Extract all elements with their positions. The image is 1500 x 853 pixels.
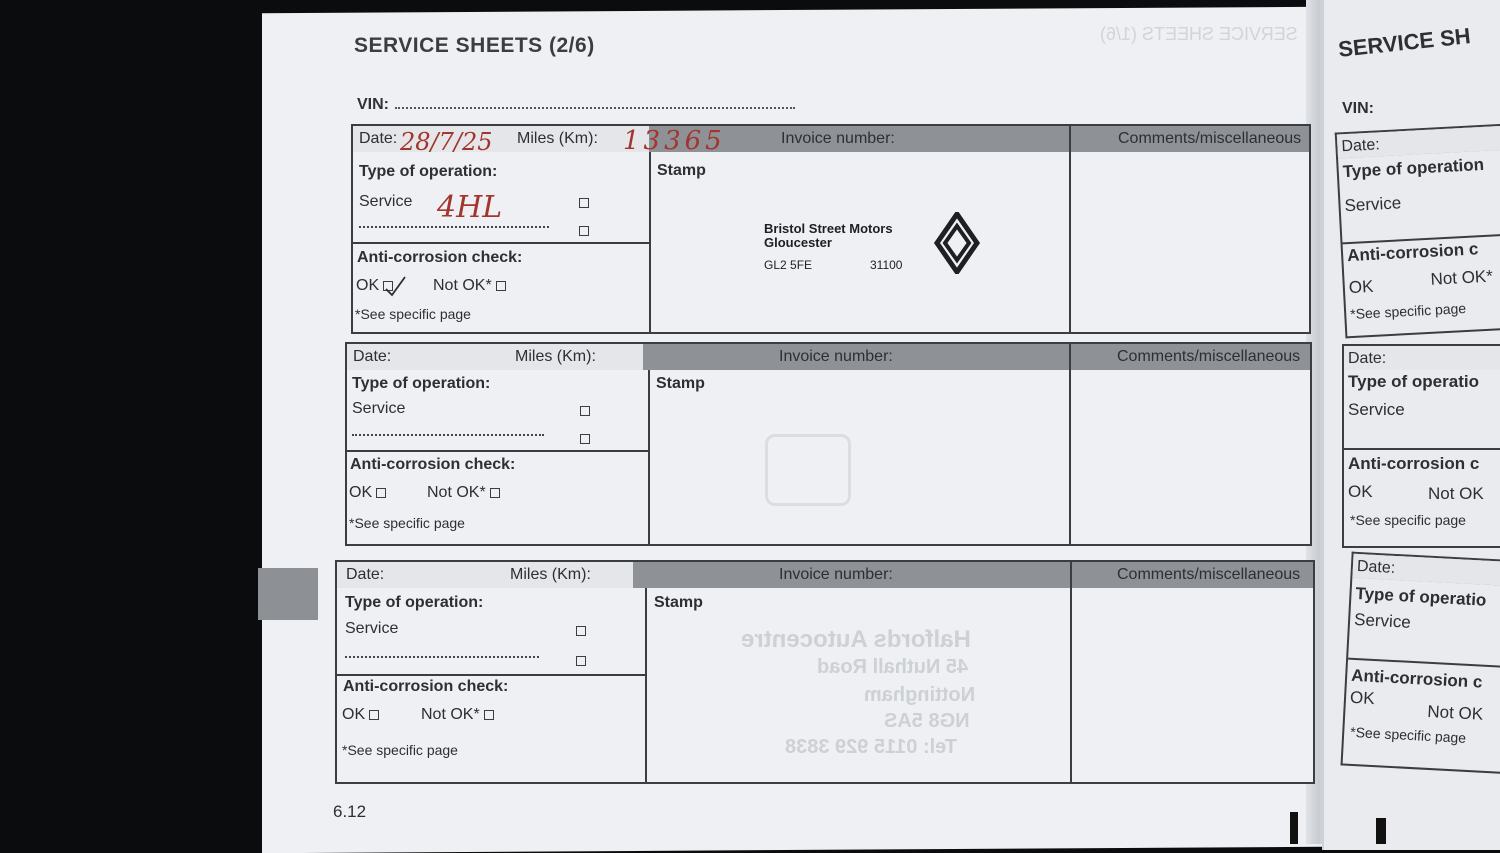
comments-label: Comments/miscellaneous: [1117, 566, 1301, 583]
date-label: Date:: [346, 566, 385, 583]
right-anti-label: Anti-corrosion c: [1346, 239, 1479, 266]
right-type-label: Type of operatio: [1348, 372, 1479, 391]
binding-shadow: [1376, 818, 1386, 844]
not-ok-label: Not OK*: [433, 277, 492, 294]
divider: [645, 588, 647, 782]
right-page-title: SERVICE SH: [1337, 23, 1472, 62]
vin-dotted-line: [395, 97, 795, 109]
miles-label: Miles (Km):: [517, 130, 598, 147]
stamp-label: Stamp: [654, 594, 703, 611]
comments-label: Comments/miscellaneous: [1118, 130, 1302, 147]
right-type-label: Type of operation: [1342, 154, 1485, 182]
miles-label: Miles (Km):: [510, 566, 591, 583]
show-through-stamp: 45 Nuthall Road: [817, 656, 969, 678]
right-ok-label: OK: [1348, 482, 1373, 501]
not-ok-option[interactable]: [427, 484, 500, 502]
right-entry-header: [1344, 346, 1500, 370]
other-operation-checkbox[interactable]: [580, 434, 590, 444]
right-ok-label: OK: [1348, 276, 1374, 298]
right-service-label: Service: [1353, 609, 1412, 632]
comments-label: Comments/miscellaneous: [1117, 348, 1301, 365]
divider: [1070, 562, 1072, 782]
right-vin-label: VIN:: [1342, 100, 1374, 117]
date-label: Date:: [353, 348, 392, 365]
right-see-note: *See specific page: [1350, 512, 1466, 528]
right-entry-1: [1335, 124, 1500, 339]
renault-logo-icon: [933, 212, 981, 274]
not-ok-checkbox[interactable]: [484, 710, 494, 720]
miles-label: Miles (Km):: [515, 348, 596, 365]
divider: [1344, 448, 1500, 450]
right-date-label: Date:: [1356, 557, 1396, 577]
service-entry-2: [345, 342, 1312, 546]
service-entry-1: [351, 124, 1311, 334]
show-through-stamp: [765, 434, 851, 506]
anti-corrosion-label: Anti-corrosion check:: [350, 456, 516, 473]
right-not-ok-label: Not OK: [1426, 701, 1484, 724]
date-miles-cell: [347, 344, 643, 370]
other-operation-line: [352, 432, 544, 436]
right-entry-3: [1341, 552, 1500, 775]
handwritten-service-note: 4HL: [437, 190, 503, 225]
ok-option[interactable]: [342, 706, 379, 724]
stamp-name-line1: Bristol Street Motors: [764, 221, 893, 236]
right-ok-label: OK: [1349, 687, 1376, 709]
right-see-note: *See specific page: [1349, 300, 1467, 323]
right-type-label: Type of operatio: [1355, 583, 1487, 610]
right-anti-label: Anti-corrosion c: [1350, 665, 1483, 692]
show-through-text: SERVICE SHEETS (1/6): [1100, 24, 1298, 44]
stamp-dealer-name: [764, 222, 893, 250]
ok-label: OK: [342, 706, 366, 723]
service-label: Service: [345, 620, 399, 637]
show-through-stamp: NG8 5AS: [884, 710, 970, 732]
handwritten-date: 28/7/25: [400, 128, 493, 156]
binding-shadow: [1290, 812, 1298, 844]
right-entry-header: [1352, 554, 1500, 587]
page-number: 6.12: [333, 802, 367, 821]
right-not-ok-label: Not OK: [1428, 484, 1484, 503]
page-title: SERVICE SHEETS (2/6): [354, 34, 595, 57]
show-through-stamp: Nottingham: [864, 684, 976, 706]
other-operation-checkbox[interactable]: [579, 226, 589, 236]
date-miles-cell: [353, 126, 649, 152]
vin-field: [357, 96, 795, 114]
divider: [353, 242, 651, 244]
ok-label: OK: [349, 484, 373, 501]
type-of-operation-label: Type of operation:: [359, 163, 498, 180]
stamp-dealer-code: 31100: [870, 258, 903, 272]
checkmark-icon: [383, 274, 409, 300]
ok-option[interactable]: [349, 484, 386, 502]
other-operation-line: [345, 654, 539, 658]
divider: [648, 370, 650, 544]
see-specific-page-note: *See specific page: [355, 306, 471, 322]
show-through-stamp: Tel: 0115 929 3838: [785, 736, 957, 758]
ok-label: OK: [356, 277, 380, 294]
not-ok-label: Not OK*: [427, 484, 486, 501]
right-date-label: Date:: [1348, 350, 1387, 367]
stamp-postcode: GL2 5FE: [764, 258, 813, 272]
see-specific-page-note: *See specific page: [349, 515, 465, 531]
service-checkbox[interactable]: [580, 406, 590, 416]
not-ok-option[interactable]: [421, 706, 494, 724]
entry-header: [337, 562, 1313, 588]
right-service-label: Service: [1344, 193, 1402, 216]
service-checkbox[interactable]: [579, 198, 589, 208]
not-ok-checkbox[interactable]: [496, 281, 506, 291]
handwritten-miles: 13365: [623, 126, 726, 156]
entry-header: [347, 344, 1310, 370]
invoice-label: Invoice number:: [779, 566, 893, 583]
right-service-label: Service: [1348, 400, 1405, 419]
right-entry-header: [1337, 126, 1500, 159]
entry-header: [353, 126, 1309, 152]
divider: [1069, 126, 1071, 332]
service-label: Service: [359, 193, 413, 210]
right-date-label: Date:: [1341, 136, 1381, 156]
service-label: Service: [352, 400, 406, 417]
divider: [1069, 344, 1071, 544]
invoice-label: Invoice number:: [779, 348, 893, 365]
divider: [337, 674, 647, 676]
not-ok-checkbox[interactable]: [490, 488, 500, 498]
show-through-stamp: Halfords Autocentre: [741, 626, 971, 653]
see-specific-page-note: *See specific page: [342, 742, 458, 758]
right-see-note: *See specific page: [1349, 723, 1467, 746]
stamp-name-line2: Gloucester: [764, 235, 832, 250]
right-anti-label: Anti-corrosion c: [1348, 454, 1480, 473]
service-checkbox[interactable]: [576, 626, 586, 636]
service-entry-3: [335, 560, 1315, 784]
page-tab-marker: [258, 568, 318, 620]
right-not-ok-label: Not OK*: [1430, 266, 1494, 289]
type-of-operation-label: Type of operation:: [352, 375, 491, 392]
vin-label: VIN:: [357, 96, 389, 113]
not-ok-label: Not OK*: [421, 706, 480, 723]
other-operation-checkbox[interactable]: [576, 656, 586, 666]
date-label: Date:: [359, 130, 398, 147]
invoice-label: Invoice number:: [781, 130, 895, 147]
ok-checkbox[interactable]: [369, 710, 379, 720]
ok-checkbox[interactable]: [376, 488, 386, 498]
anti-corrosion-label: Anti-corrosion check:: [343, 678, 509, 695]
divider: [347, 450, 650, 452]
right-entry-2: [1342, 344, 1500, 548]
type-of-operation-label: Type of operation:: [345, 594, 484, 611]
stamp-label: Stamp: [656, 375, 705, 392]
stamp-label: Stamp: [657, 162, 706, 179]
anti-corrosion-label: Anti-corrosion check:: [357, 249, 523, 266]
not-ok-option[interactable]: [433, 277, 506, 295]
